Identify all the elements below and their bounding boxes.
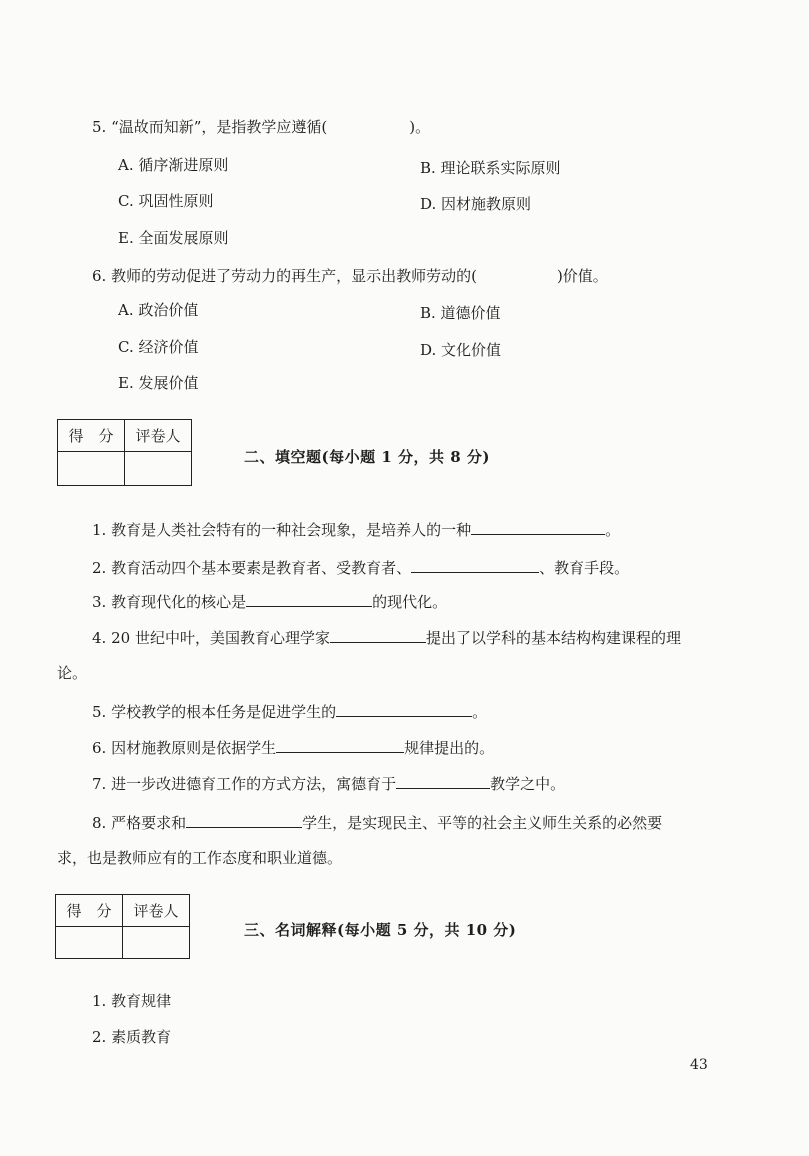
score-table-section2 xyxy=(57,419,192,486)
option-6a: A. 政治价值 xyxy=(118,301,199,319)
fill-item-3: 3. 教育现代化的核心是 的现代化。 xyxy=(92,593,448,611)
answer-blank[interactable] xyxy=(336,702,472,717)
option-6c: C. 经济价值 xyxy=(118,338,199,356)
option-5d: D. 因材施教原则 xyxy=(420,195,532,213)
score-cell[interactable] xyxy=(58,452,125,486)
term-item-1: 1. 教育规律 xyxy=(92,992,172,1010)
score-label: 得 分 xyxy=(58,420,125,452)
option-5b: B. 理论联系实际原则 xyxy=(420,159,561,177)
fill-item-4-cont: 论。 xyxy=(57,664,88,682)
grader-cell[interactable] xyxy=(125,452,192,486)
question-6-stem xyxy=(92,265,608,286)
grader-label: 评卷人 xyxy=(125,420,192,452)
fill-item-1: 1. 教育是人类社会特有的一种社会现象，是培养人的一种 。 xyxy=(92,521,621,539)
question-text-end: )。 xyxy=(409,118,431,136)
answer-blank[interactable] xyxy=(396,774,490,789)
fill-item-7: 7. 进一步改进德育工作的方式方法，寓德育于 教学之中。 xyxy=(92,775,566,793)
answer-blank[interactable] xyxy=(276,738,404,753)
fill-item-4: 4. 20 世纪中叶，美国教育心理学家 提出了以学科的基本结构构建课程的理 xyxy=(92,629,681,647)
option-6b: B. 道德价值 xyxy=(420,304,501,322)
fill-item-6: 6. 因材施教原则是依据学生 规律提出的。 xyxy=(92,739,495,757)
grader-cell[interactable] xyxy=(123,927,190,959)
fill-item-8-cont: 求，也是教师应有的工作态度和职业道德。 xyxy=(57,849,343,867)
page-number: 43 xyxy=(690,1057,708,1073)
question-number: 6. xyxy=(92,267,107,285)
answer-blank[interactable] xyxy=(330,628,426,643)
section3-title: 三、名词解释(每小题 5 分，共 10 分) xyxy=(244,921,517,939)
fill-item-5: 5. 学校教学的根本任务是促进学生的 。 xyxy=(92,703,488,721)
question-text-end: )价值。 xyxy=(556,267,608,285)
question-number: 5. xyxy=(92,118,107,136)
section2-title: 二、填空题(每小题 1 分，共 8 分) xyxy=(244,448,490,466)
score-table-section3 xyxy=(55,894,190,959)
fill-item-8: 8. 严格要求和 学生，是实现民主、平等的社会主义师生关系的必然要 xyxy=(92,814,663,832)
answer-blank[interactable] xyxy=(411,558,539,573)
answer-blank[interactable] xyxy=(471,520,605,535)
grader-label: 评卷人 xyxy=(123,895,190,927)
option-6d: D. 文化价值 xyxy=(420,341,502,359)
option-5e: E. 全面发展原则 xyxy=(118,229,229,247)
option-6e: E. 发展价值 xyxy=(118,374,199,392)
answer-blank[interactable] xyxy=(246,592,372,607)
question-text: “温故而知新”，是指教学应遵循( xyxy=(111,118,328,136)
question-5-stem xyxy=(92,116,430,137)
question-text: 教师的劳动促进了劳动力的再生产，显示出教师劳动的( xyxy=(111,267,477,285)
term-item-2: 2. 素质教育 xyxy=(92,1028,172,1046)
answer-blank[interactable] xyxy=(186,813,302,828)
option-5c: C. 巩固性原则 xyxy=(118,192,214,210)
score-cell[interactable] xyxy=(56,927,123,959)
option-5a: A. 循序渐进原则 xyxy=(118,156,229,174)
score-label: 得 分 xyxy=(56,895,123,927)
fill-item-2: 2. 教育活动四个基本要素是教育者、受教育者、 、教育手段。 xyxy=(92,559,630,577)
